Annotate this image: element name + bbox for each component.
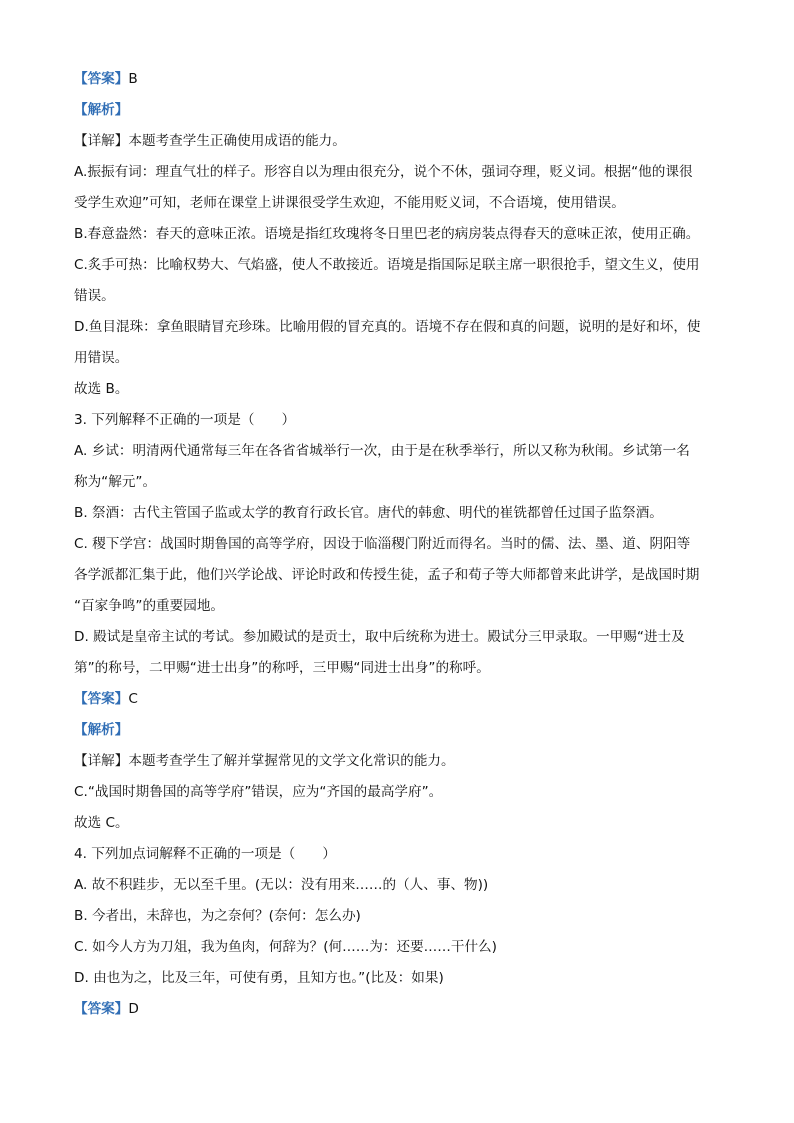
paragraph-line: A.振振有词：理直气壮的样子。形容自以为理由很充分，说个不休，强词夺理，贬义词。根据“他的课很 <box>74 164 693 180</box>
option-line: 称为“解元”。 <box>74 474 157 490</box>
option-line: C. 稷下学宫：战国时期鲁国的高等学府，因设于临淄稷门附近而得名。当时的儒、法、墨、道、阴阳等 <box>74 536 691 552</box>
paragraph-line: D.鱼目混珠：拿鱼眼睛冒充珍珠。比喻用假的冒充真的。语境不存在假和真的问题，说明的是好和坏，使 <box>74 319 701 335</box>
answer-tag: 【答案】 <box>74 691 129 707</box>
analysis-tag: 【解析】 <box>74 102 129 118</box>
paragraph-line: C.炙手可热：比喻权势大、气焰盛，使人不敢接近。语境是指国际足联主席一职很抢手，望文生义，使用 <box>74 257 700 273</box>
analysis-tag: 【解析】 <box>74 722 129 738</box>
paragraph-line: 故选 C。 <box>74 815 129 831</box>
option-line: “百家争鸣”的重要园地。 <box>74 598 225 614</box>
paragraph-line: 【详解】本题考查学生正确使用成语的能力。 <box>74 133 346 149</box>
paragraph-line: 用错误。 <box>74 350 129 366</box>
paragraph-line: 【详解】本题考查学生了解并掌握常见的文学文化常识的能力。 <box>74 753 455 769</box>
question-line: 4. 下列加点词解释不正确的一项是（ ） <box>74 846 336 862</box>
option-line: 各学派都汇集于此，他们兴学论战、评论时政和传授生徒，孟子和荀子等大师都曾来此讲学，是战国时期 <box>74 567 700 583</box>
paragraph-line: 故选 B。 <box>74 381 129 397</box>
paragraph-line: C.“战国时期鲁国的高等学府”错误，应为“齐国的最高学府”。 <box>74 784 443 800</box>
option-line: D. 殿试是皇帝主试的考试。参加殿试的是贡士，取中后统称为进士。殿试分三甲录取。一甲赐“进士及 <box>74 629 685 645</box>
option-line: C. 如今人方为刀俎，我为鱼肉，何辞为？(何……为：还要……干什么) <box>74 939 497 955</box>
answer-value: B <box>128 71 138 87</box>
option-line: 第”的称号，二甲赐“进士出身”的称呼，三甲赐“同进士出身”的称呼。 <box>74 660 490 676</box>
answer-tag: 【答案】 <box>74 71 129 87</box>
analysis-line <box>74 95 726 126</box>
question-line: 3. 下列解释不正确的一项是（ ） <box>74 412 296 428</box>
paragraph-line: 受学生欢迎”可知，老师在课堂上讲课很受学生欢迎，不能用贬义词，不合语境，使用错误。 <box>74 195 625 211</box>
answer-line <box>74 994 726 1025</box>
paragraph-line: B.春意盎然：春天的意味正浓。语境是指红玫瑰将冬日里巴老的病房装点得春天的意味正浓，使用正确。 <box>74 226 700 242</box>
answer-line <box>74 64 726 95</box>
answer-tag: 【答案】 <box>74 1001 129 1017</box>
paragraph-line: 错误。 <box>74 288 115 304</box>
answer-value: C <box>128 691 138 707</box>
option-line: A. 故不积跬步，无以至千里。(无以：没有用来……的（人、事、物)) <box>74 877 489 893</box>
option-line: D. 由也为之，比及三年，可使有勇，且知方也。”(比及：如果) <box>74 970 444 986</box>
option-line: B. 今者出，未辞也，为之奈何？(奈何：怎么办) <box>74 908 361 924</box>
option-line: A. 乡试：明清两代通常每三年在各省省城举行一次，由于是在秋季举行，所以又称为秋闱。乡试第一名 <box>74 443 690 459</box>
option-line: B. 祭酒：古代主管国子监或太学的教育行政长官。唐代的韩愈、明代的崔铣都曾任过国子监祭酒。 <box>74 505 663 521</box>
answer-value: D <box>128 1001 139 1017</box>
answer-line <box>74 684 726 715</box>
document-content <box>74 64 726 1025</box>
analysis-line <box>74 715 726 746</box>
